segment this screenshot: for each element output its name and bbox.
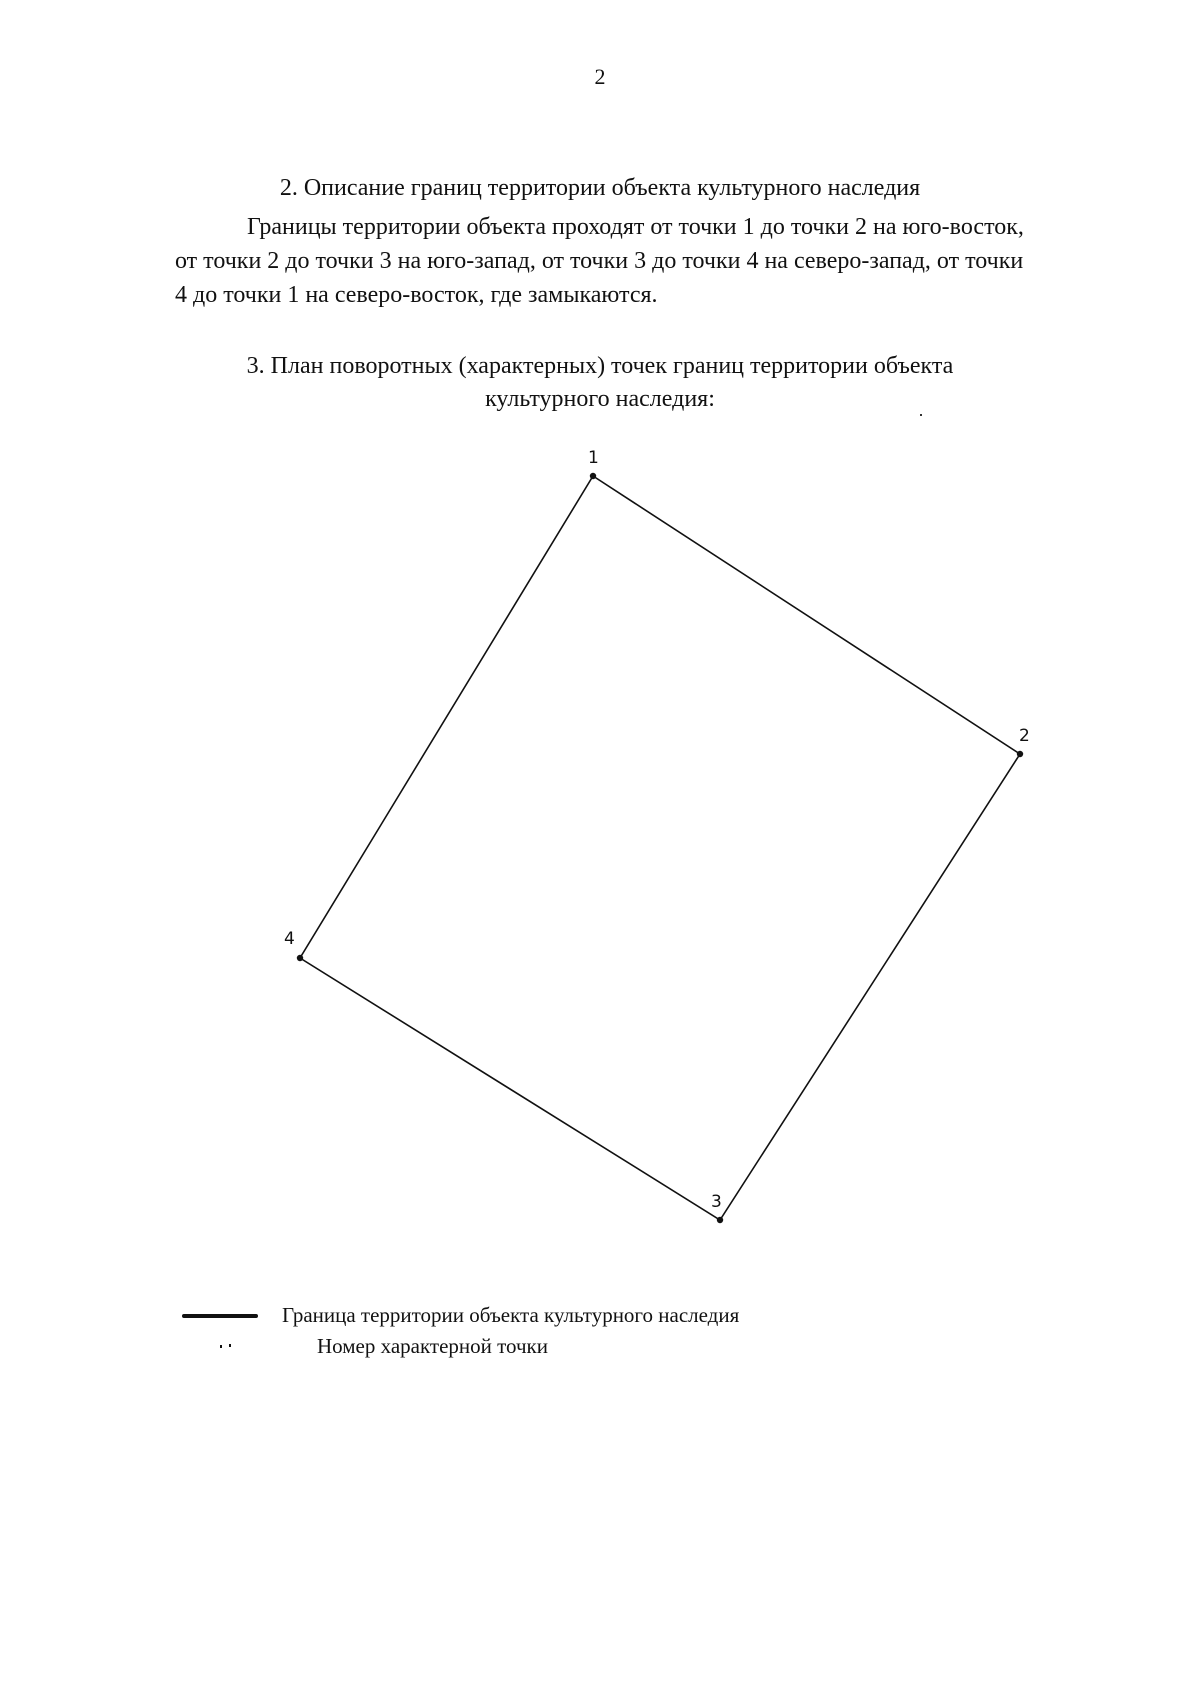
point-marker-2 [1017, 751, 1023, 757]
section-3-heading-line: 3. План поворотных (характерных) точек границ территории объекта [246, 353, 954, 379]
description-line: Границы территории объекта проходят от точки 1 до точки 2 на юго-восток, [247, 214, 1024, 240]
page-number: 2 [594, 64, 606, 89]
section-2-heading: 2. Описание границ территории объекта культурного наследия [279, 175, 921, 201]
point-marker-1 [590, 473, 596, 479]
point-label-3: 3 [711, 1192, 722, 1212]
point-label-4: 4 [284, 929, 295, 949]
legend [180, 1300, 980, 1380]
legend-point-label: Номер характерной точки [317, 1334, 548, 1358]
legend-boundary-label: Граница территории объекта культурного наследия [282, 1303, 740, 1327]
description-line: от точки 2 до точки 3 на юго-запад, от точки 3 до точки 4 на северо-запад, от точки [175, 248, 1024, 274]
legend-point-symbol [220, 1344, 232, 1348]
point-marker-4 [297, 955, 303, 961]
point-label-1: 1 [588, 448, 599, 468]
description-line: 4 до точки 1 на северо-восток, где замыкаются. [175, 282, 658, 308]
point-label-2: 2 [1019, 726, 1030, 746]
section-3-heading-line: культурного наследия: [485, 386, 715, 412]
legend-boundary-line-symbol [182, 1314, 258, 1318]
point-marker-3 [717, 1217, 723, 1223]
boundary-polygon [300, 476, 1020, 1220]
